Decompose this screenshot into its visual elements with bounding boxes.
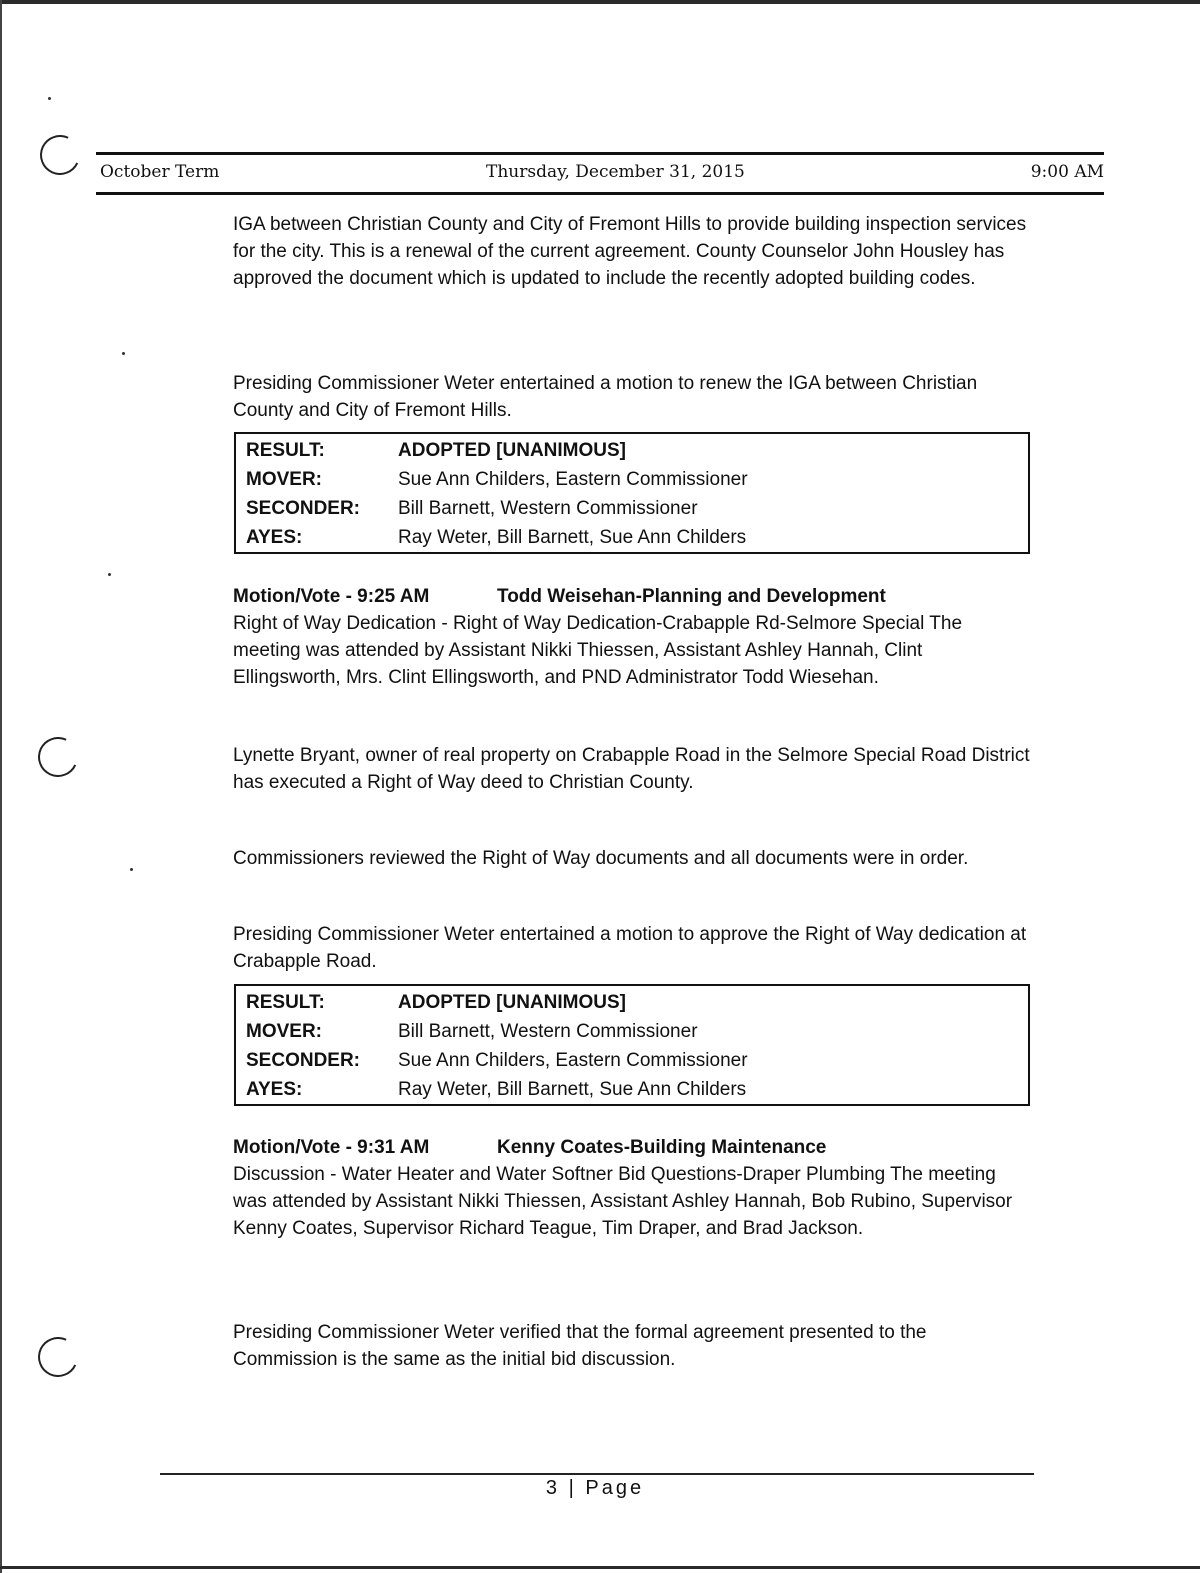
punch-hole — [34, 129, 85, 180]
vote-table-2 — [234, 984, 1030, 1106]
vote-value: Sue Ann Childers, Eastern Commissioner — [398, 469, 748, 490]
scan-speck — [48, 97, 51, 100]
iga-motion-paragraph: Presiding Commissioner Weter entertained a motion to renew the IGA between Christian County and City of Fremont Hills. — [233, 373, 978, 421]
vote-table-1 — [234, 432, 1030, 554]
motion-2-body: Right of Way Dedication - Right of Way Dedication-Crabapple Rd-Selmore Special The meeting was attended by Assistant Nikki Thiessen, Assistant Ashley Hannah, Clint Ellingsworth, Mrs. Clint Ellingsworth, and PND Administrator Todd Wiesehan. — [233, 613, 963, 688]
vote-label: RESULT: — [246, 992, 325, 1013]
motion-3-body: Discussion - Water Heater and Water Softner Bid Questions-Draper Plumbing The meeting was attended by Assistant Nikki Thiessen, Assistant Ashley Hannah, Bob Rubino, Supervisor Kenny Coates, Supervisor Richard Teague, Tim Draper, and Brad Jackson. — [233, 1164, 1013, 1239]
vote-label: MOVER: — [246, 469, 322, 490]
vote-label: MOVER: — [246, 1021, 322, 1042]
vote-value: Sue Ann Childers, Eastern Commissioner — [398, 1050, 748, 1071]
header-date: Thursday, December 31, 2015 — [486, 162, 745, 182]
motion-3-prefix: Motion/Vote - 9:31 AM — [233, 1137, 430, 1158]
vote-row-ayes — [236, 1075, 1028, 1104]
vote-label: AYES: — [246, 527, 303, 548]
scan-edge-top — [0, 0, 1200, 4]
motion-2-title: Todd Weisehan-Planning and Development — [497, 586, 886, 607]
lynette-paragraph: Lynette Bryant, owner of real property on Crabapple Road in the Selmore Special Road District has executed a Right of Way deed to Christian County. — [233, 745, 1030, 793]
motion-2-prefix: Motion/Vote - 9:25 AM — [233, 586, 430, 607]
vote-row-mover — [236, 465, 1028, 494]
punch-hole — [32, 1331, 83, 1382]
vote-label: RESULT: — [246, 440, 325, 461]
vote-row-seconder — [236, 494, 1028, 523]
vote-value: Ray Weter, Bill Barnett, Sue Ann Childers — [398, 1079, 747, 1100]
row-motion-paragraph: Presiding Commissioner Weter entertained a motion to approve the Right of Way dedication at Crabapple Road. — [233, 924, 1027, 972]
scan-edge-left — [0, 0, 2, 1573]
scan-speck — [130, 868, 133, 871]
page-number: 3 | Page — [545, 1477, 645, 1499]
footer-rule — [160, 1473, 1034, 1475]
vote-row-result — [236, 436, 1028, 465]
punch-hole — [32, 731, 83, 782]
vote-label: AYES: — [246, 1079, 303, 1100]
vote-row-result — [236, 988, 1028, 1017]
vote-value: Bill Barnett, Western Commissioner — [398, 1021, 698, 1042]
vote-row-seconder — [236, 1046, 1028, 1075]
vote-label: SECONDER: — [246, 498, 361, 519]
vote-value: ADOPTED [UNANIMOUS] — [398, 992, 626, 1013]
scan-speck — [108, 573, 111, 576]
header-rule-top — [96, 152, 1104, 155]
motion-3-title: Kenny Coates-Building Maintenance — [497, 1137, 827, 1158]
header-time: 9:00 AM — [1030, 162, 1104, 182]
verify-paragraph: Presiding Commissioner Weter verified that the formal agreement presented to the Commission is the same as the initial bid discussion. — [233, 1322, 927, 1370]
vote-value: Ray Weter, Bill Barnett, Sue Ann Childers — [398, 527, 747, 548]
header-rule-bottom — [96, 192, 1104, 195]
vote-label: SECONDER: — [246, 1050, 361, 1071]
vote-value: Bill Barnett, Western Commissioner — [398, 498, 698, 519]
header-term: October Term — [100, 162, 220, 182]
vote-row-ayes — [236, 523, 1028, 552]
vote-row-mover — [236, 1017, 1028, 1046]
vote-value: ADOPTED [UNANIMOUS] — [398, 440, 626, 461]
iga-paragraph: IGA between Christian County and City of Fremont Hills to provide building inspection services for the city. This is a renewal of the current agreement. County Counselor John Housley has approved the document which is updated to include the recently adopted building codes. — [233, 214, 1027, 289]
review-paragraph: Commissioners reviewed the Right of Way documents and all documents were in order. — [233, 848, 969, 869]
scan-edge-bottom — [0, 1566, 1200, 1569]
scan-speck — [122, 352, 125, 355]
